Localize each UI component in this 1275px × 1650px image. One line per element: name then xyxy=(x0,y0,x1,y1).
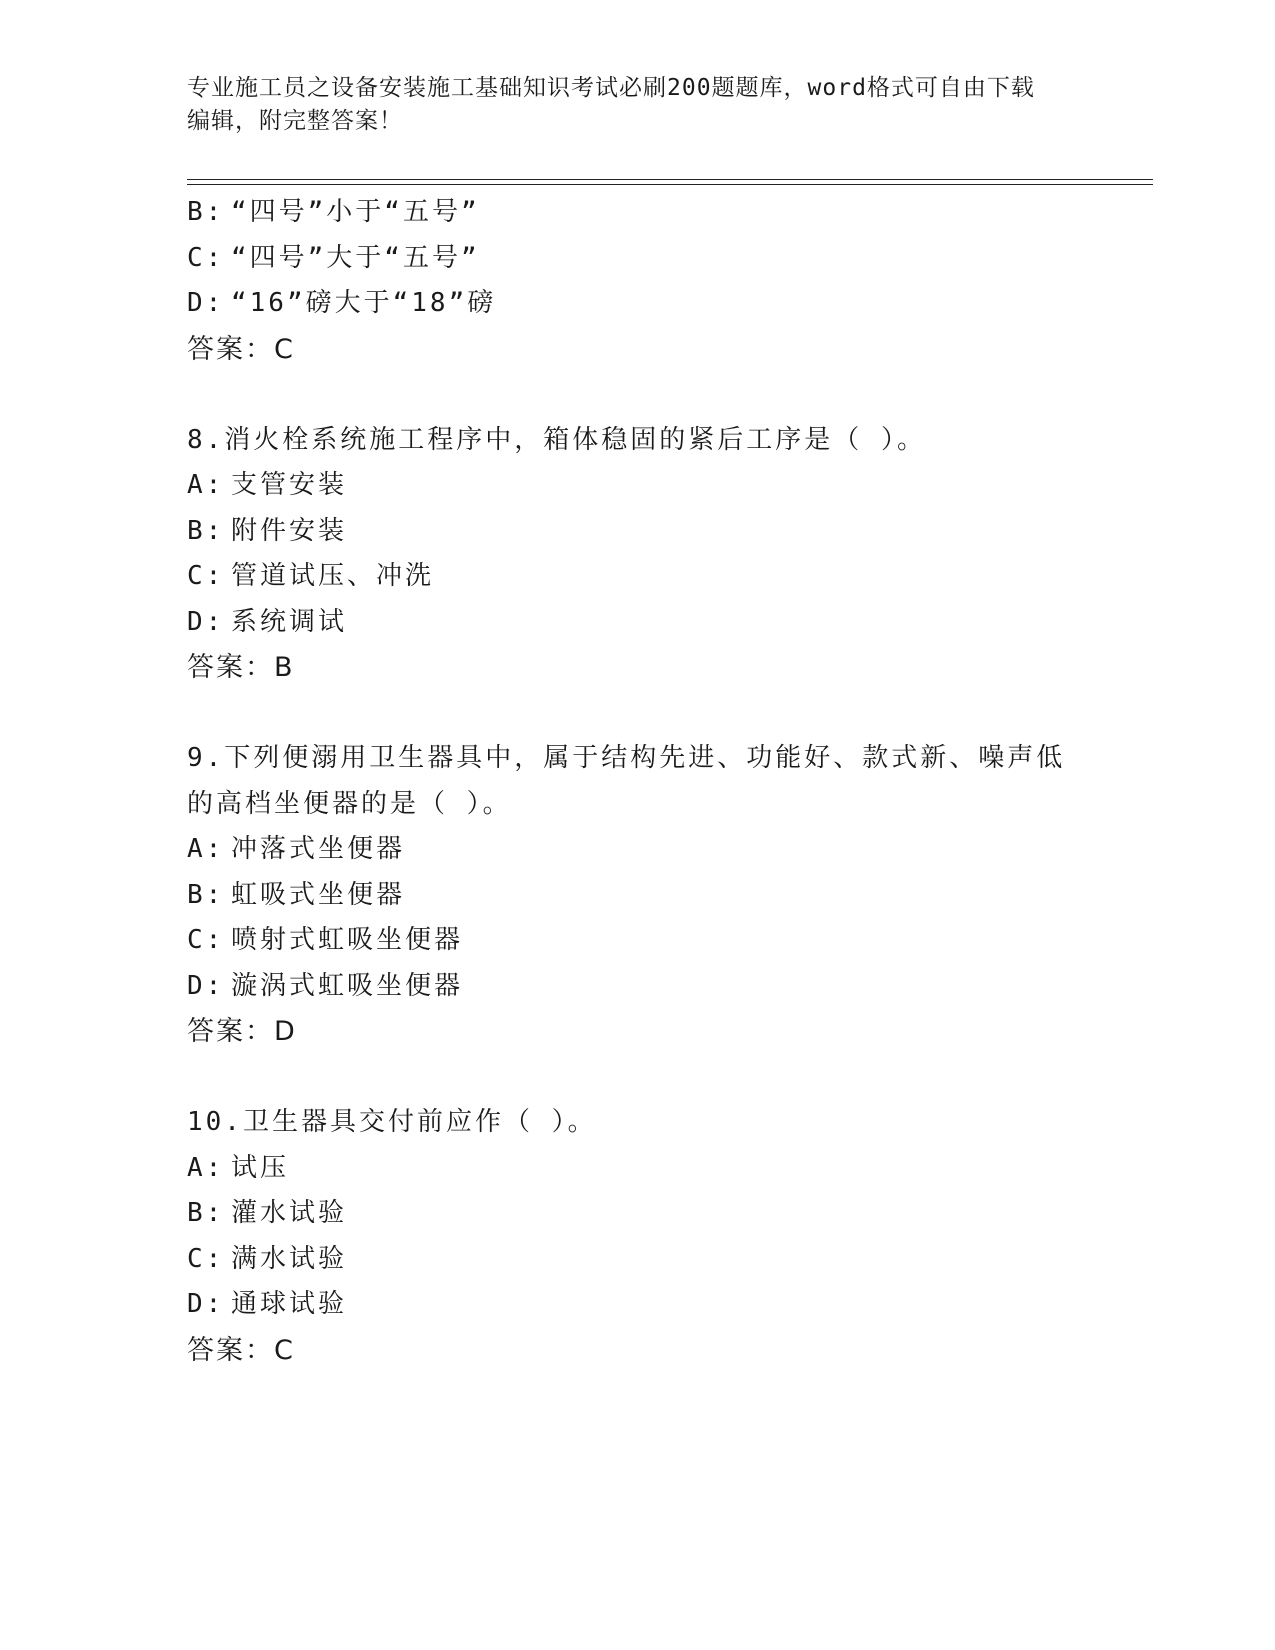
question-text-line: 的高档坐便器的是（ ）。 xyxy=(187,788,512,819)
option-c xyxy=(187,918,1087,964)
spacer xyxy=(187,1055,1087,1101)
option-text: 管道试压、冲洗 xyxy=(231,561,435,591)
option-text: 喷射式虹吸坐便器 xyxy=(231,925,464,955)
option-label: A: xyxy=(187,834,225,864)
option-d xyxy=(187,964,1087,1010)
option-label: D: xyxy=(187,606,225,637)
option-b xyxy=(187,873,1087,919)
header-divider-top xyxy=(187,179,1153,180)
option-a xyxy=(187,827,1087,873)
question-text xyxy=(187,418,1087,464)
option-label: C: xyxy=(187,242,225,273)
option-label: B: xyxy=(187,197,225,227)
option-d xyxy=(187,1282,1087,1328)
option-label: A: xyxy=(187,1152,225,1183)
option-label: C: xyxy=(187,925,225,955)
question-text-line: 8.消火栓系统施工程序中，箱体稳固的紧后工序是（ ）。 xyxy=(187,424,926,455)
option-text: 满水试验 xyxy=(231,1243,348,1274)
question-text-line: 9.下列便溺用卫生器具中，属于结构先进、功能好、款式新、噪声低 xyxy=(187,743,1066,773)
answer-line: 答案：C xyxy=(187,1334,295,1366)
option-d xyxy=(187,600,1087,646)
option-text: 漩涡式虹吸坐便器 xyxy=(231,970,464,1001)
question-10 xyxy=(187,1100,1087,1373)
option-text: 虹吸式坐便器 xyxy=(231,879,406,910)
option-text: 支管安装 xyxy=(231,470,348,500)
option-text: 附件安装 xyxy=(231,515,348,546)
answer-line: 答案：B xyxy=(187,652,295,683)
option-a xyxy=(187,1146,1087,1192)
spacer xyxy=(187,691,1087,737)
option-label: B: xyxy=(187,1198,225,1228)
option-text: 试压 xyxy=(231,1152,290,1183)
option-b xyxy=(187,1191,1087,1237)
question-9 xyxy=(187,736,1087,1055)
option-d xyxy=(187,281,1087,327)
option-label: B: xyxy=(187,879,225,910)
option-c xyxy=(187,554,1087,600)
option-label: B: xyxy=(187,515,225,546)
question-text-line: 10.卫生器具交付前应作（ ）。 xyxy=(187,1107,597,1137)
question-text xyxy=(187,1100,1087,1146)
option-label: D: xyxy=(187,970,225,1001)
option-text: 通球试验 xyxy=(231,1289,348,1319)
question-list xyxy=(187,190,1087,1373)
document-header xyxy=(187,72,1087,138)
option-label: A: xyxy=(187,470,225,500)
spacer xyxy=(187,372,1087,418)
option-c xyxy=(187,236,1087,282)
question-8 xyxy=(187,418,1087,691)
option-label: D: xyxy=(187,1289,225,1319)
option-text: 灌水试验 xyxy=(231,1198,348,1228)
answer-line: 答案：D xyxy=(187,1016,297,1047)
header-line-2: 编辑，附完整答案！ xyxy=(187,108,403,134)
option-text: “四号”小于“五号” xyxy=(231,197,480,227)
header-line-1: 专业施工员之设备安装施工基础知识考试必刷200题题库，word格式可自由下载 xyxy=(187,75,1035,101)
option-text: 冲落式坐便器 xyxy=(231,834,406,864)
option-c xyxy=(187,1237,1087,1283)
option-b xyxy=(187,509,1087,555)
question-7 xyxy=(187,190,1087,372)
option-label: C: xyxy=(187,561,225,591)
option-b xyxy=(187,190,1087,236)
question-text xyxy=(187,736,1087,827)
option-text: “四号”大于“五号” xyxy=(231,242,480,273)
option-label: D: xyxy=(187,288,225,318)
option-text: 系统调试 xyxy=(231,606,348,637)
option-label: C: xyxy=(187,1243,225,1274)
header-divider-bottom xyxy=(187,184,1153,185)
option-text: “16”磅大于“18”磅 xyxy=(231,288,497,318)
option-a xyxy=(187,463,1087,509)
answer-line: 答案：C xyxy=(187,333,295,365)
